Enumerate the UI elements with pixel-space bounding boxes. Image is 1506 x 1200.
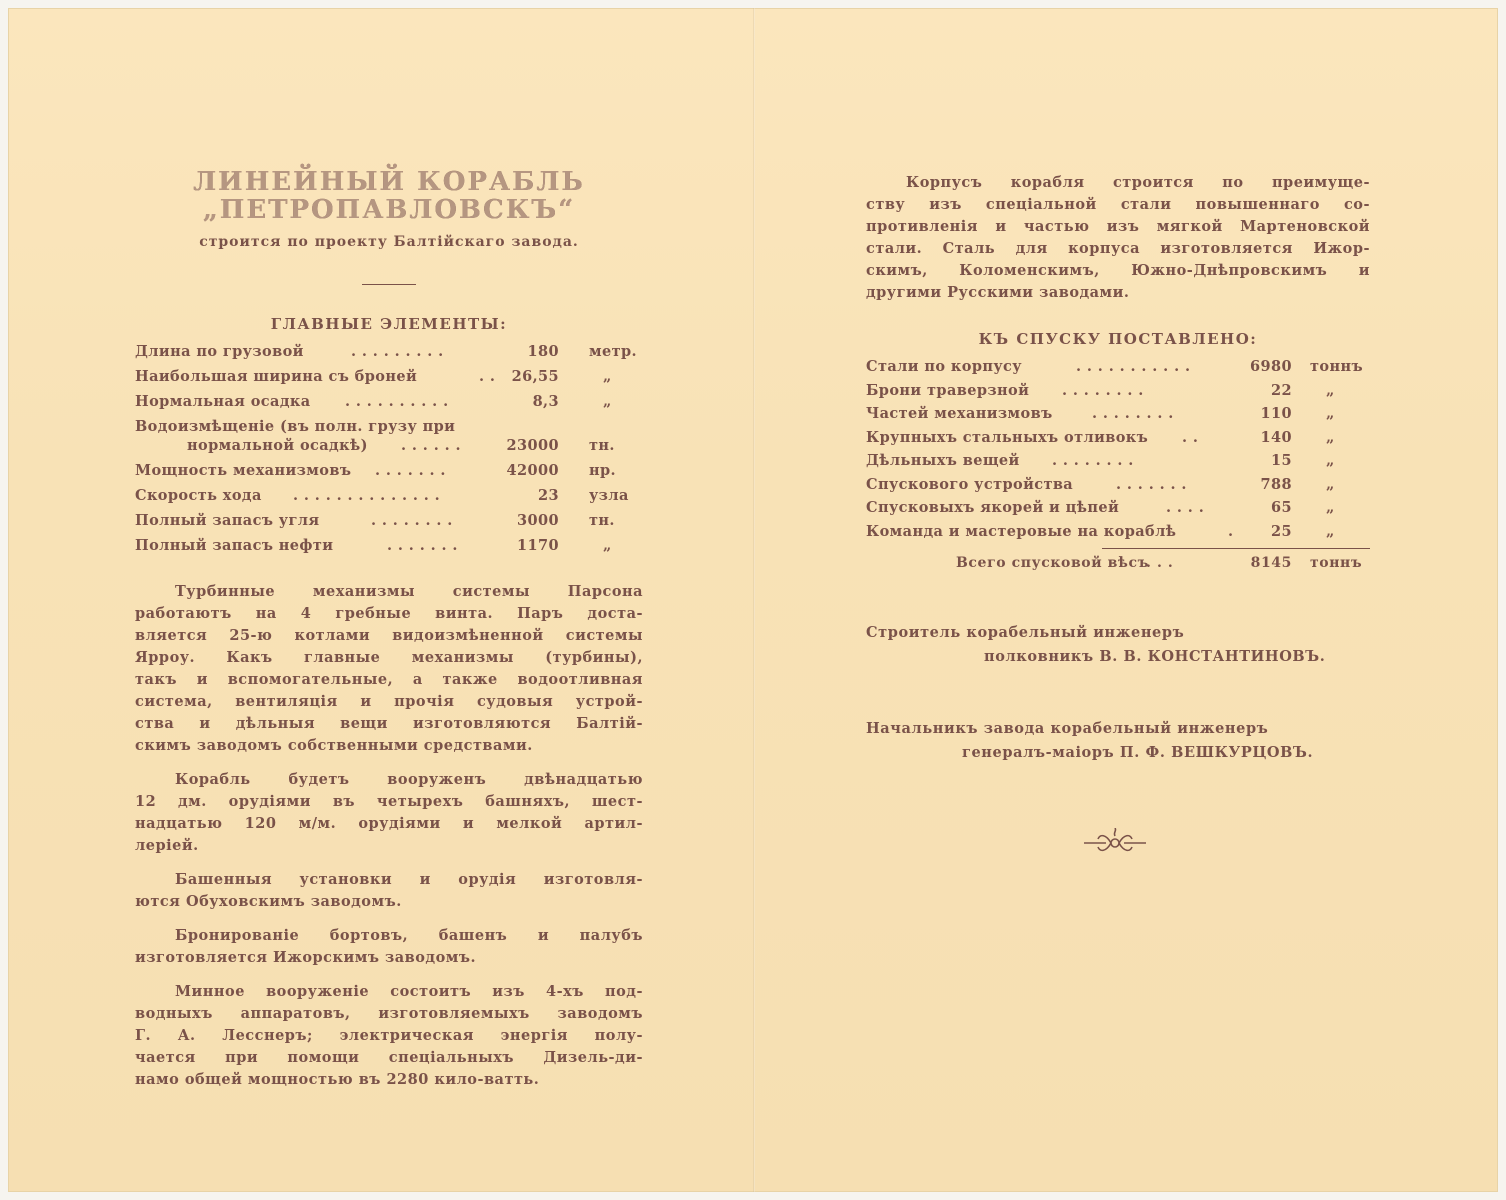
spec-unit: „ [603,368,612,385]
launch-row [866,358,1370,382]
leader-dots: . . . [1146,555,1174,571]
spec-name: Полный запасъ нефти [135,537,334,554]
launch-row [866,499,1370,523]
specs-table [135,343,643,562]
launch-value: 140 [1260,428,1292,446]
launch-value: 15 [1271,452,1292,469]
launch-row [866,382,1370,406]
leader-dots: . . . . . . . . [1092,405,1174,422]
launch-unit: „ [1326,475,1335,493]
launch-name: Брони траверзной [866,381,1030,399]
text-line: другими Русскими заводами. [866,284,1130,301]
text-line: вляется 25-ю котлами видоизмѣненной системы [135,627,643,644]
spec-row [135,537,643,562]
intro-paragraph [866,172,1370,304]
spec-name: Наибольшая ширина съ броней [135,368,418,385]
spec-name: Нормальная осадка [135,393,311,410]
leader-dots: . . . . . . . . [1062,381,1144,399]
launch-value: 788 [1260,475,1292,493]
launch-unit: „ [1326,522,1335,540]
launch-unit: „ [1326,499,1335,516]
spec-value: 26,55 [511,368,559,385]
text-line: Г. А. Лесснеръ; электрическая энергія полу- [135,1027,643,1044]
launch-name: Крупныхъ стальныхъ отливокъ [866,428,1149,446]
launch-row [866,405,1370,429]
spec-row [135,462,643,487]
launch-unit: „ [1326,452,1335,469]
paragraph [135,581,643,757]
spec-value: 1170 [517,537,559,554]
text-line: Башенныя установки и орудія изготовля- [175,871,643,888]
leader-dots: . . . . . . . [1116,475,1187,493]
text-line: Корпусъ корабля строится по преимуще- [906,174,1370,191]
text-line: противленія и частью изъ мягкой Мартеновской [866,218,1370,235]
ornament-flourish [1080,828,1150,858]
spec-value: 23 [538,487,559,504]
spec-unit: нр. [589,462,616,479]
spec-row [135,393,643,418]
text-line: ства и дѣльныя вещи изготовляются Балтій- [135,715,643,732]
spec-row [135,437,643,462]
leader-dots: . . . . . . . . [371,512,453,529]
launch-heading: КЪ СПУСКУ ПОСТАВЛЕНО: [978,330,1258,348]
leader-dots: . . . . . . . [375,462,446,479]
spec-row [135,343,643,368]
spec-name: Водоизмѣщеніе (въ полн. грузу при [135,418,456,435]
chief-signature [866,717,1370,765]
spec-value: 42000 [506,462,559,479]
total-value: 8145 [1250,555,1292,571]
text-line: Минное вооруженіе состоитъ изъ 4-хъ под- [175,983,643,1000]
launch-value: 25 [1271,522,1292,540]
right-page [866,172,1370,765]
leader-dots: . . . . . . [401,437,461,454]
title-line-2: „ПЕТРОПАВЛОВСКЪ“ [202,195,576,225]
text-line: система, вентиляція и прочія судовыя устрой- [135,693,643,710]
paragraph [135,769,643,857]
text-line: скимъ заводомъ собственными средствами. [135,737,533,754]
leader-dots: . . . . . . . . . . . . . . [293,487,441,504]
leader-dots: . . . . . . . . . . . [1076,358,1191,375]
spec-unit: тн. [589,512,615,529]
spec-row [135,368,643,393]
spec-row [135,487,643,512]
paragraph [135,925,643,969]
text-line: чается при помощи спеціальныхъ Дизель-ди- [135,1049,643,1066]
launch-table [866,358,1370,546]
launch-unit: тоннъ [1310,358,1364,375]
leader-dots: . . . . . . . [387,537,458,554]
spec-unit: метр. [589,343,637,360]
spec-value: 3000 [517,512,559,529]
leader-dots: . . [479,368,496,385]
spec-name: Скорость хода [135,487,262,504]
spec-row [135,512,643,537]
launch-name: Частей механизмовъ [866,405,1053,422]
launch-unit: „ [1326,405,1335,422]
text-line: ются Обуховскимъ заводомъ. [135,893,402,910]
text-line: Ярроу. Какъ главные механизмы (турбины), [135,649,643,666]
chief-line-1: Начальникъ завода корабельный инженеръ [866,720,1269,737]
launch-value: 6980 [1250,358,1292,375]
launch-unit: „ [1326,428,1335,446]
text-line: Турбинные механизмы системы Парсона [175,583,643,600]
text-line: такъ и вспомогательные, а также водоотливная [135,671,643,688]
launch-name: Спускового устройства [866,475,1074,493]
spec-value: 8,3 [532,393,559,410]
spec-name: Длина по грузовой [135,343,304,360]
launch-row [866,476,1370,500]
left-paragraphs [135,581,643,1091]
launch-unit: „ [1326,381,1335,399]
text-line: водныхъ аппаратовъ, изготовляемыхъ заводомъ [135,1005,643,1022]
builder-line-1: Строитель корабельный инженеръ [866,624,1185,641]
leader-dots: . . . . [1166,499,1205,516]
spec-value: 180 [527,343,559,360]
launch-row [866,452,1370,476]
launch-value: 110 [1260,405,1292,422]
total-row [866,549,1370,577]
spec-name: Полный запасъ угля [135,512,320,529]
text-line: изготовляется Ижорскимъ заводомъ. [135,949,477,966]
spec-row [135,418,643,437]
left-page [135,168,643,1091]
chief-line-2: генералъ-маіоръ П. Ф. ВЕШКУРЦОВЪ. [962,744,1314,761]
launch-name: Спусковыхъ якорей и цѣпей [866,499,1120,516]
builder-line-2: полковникъ В. В. КОНСТАНТИНОВЪ. [984,648,1326,665]
spec-unit: узла [589,487,629,504]
text-line: Корабль будетъ вооруженъ двѣнадцатью [175,771,643,788]
leader-dots: . . . . . . . . . . [345,393,449,410]
spec-unit: „ [603,393,612,410]
paragraph [135,869,643,913]
spec-unit: „ [603,537,612,554]
text-line: намо общей мощностью въ 2280 кило-ватть. [135,1071,540,1088]
launch-value: 22 [1271,381,1292,399]
spec-value: 23000 [506,437,559,454]
leader-dots: . [1228,522,1234,540]
specs-heading: ГЛАВНЫЕ ЭЛЕМЕНТЫ: [270,315,508,333]
leader-dots: . . . . . . . . [1052,452,1134,469]
page-fold [753,8,755,1192]
divider [362,284,416,285]
text-line: стали. Сталь для корпуса изготовляется Ижор- [866,240,1370,257]
launch-name: Дѣльныхъ вещей [866,452,1020,469]
text-line: ству изъ спеціальной стали повышеннаго со- [866,196,1370,213]
launch-row [866,523,1370,547]
text-line: Бронированіе бортовъ, башенъ и палубъ [175,927,643,944]
text-line: 12 дм. орудіями въ четырехъ башняхъ, шест- [135,793,643,810]
subtitle: строится по проекту Балтійскаго завода. [199,234,579,250]
leader-dots: . . . . . . . . . [351,343,444,360]
launch-name: Стали по корпусу [866,358,1022,375]
title-line-1: ЛИНЕЙНЫЙ КОРАБЛЬ [193,167,585,197]
total-label: Всего спусковой вѣсъ [956,555,1149,571]
spec-name: Мощность механизмовъ [135,462,352,479]
launch-row [866,429,1370,453]
text-line: работаютъ на 4 гребные винта. Паръ доста- [135,605,643,622]
text-line: надцатью 120 м/м. орудіями и мелкой артил- [135,815,643,832]
paragraph [135,981,643,1091]
spec-unit: тн. [589,437,615,454]
launch-name: Команда и мастеровые на кораблѣ [866,522,1177,540]
total-unit: тоннъ [1310,555,1363,571]
builder-signature [866,621,1370,669]
text-line: скимъ, Коломенскимъ, Южно-Днѣпровскимъ и [866,262,1370,279]
leader-dots: . . [1182,428,1199,446]
spec-name: нормальной осадкѣ) [187,437,368,454]
text-line: леріей. [135,837,199,854]
launch-value: 65 [1271,499,1292,516]
